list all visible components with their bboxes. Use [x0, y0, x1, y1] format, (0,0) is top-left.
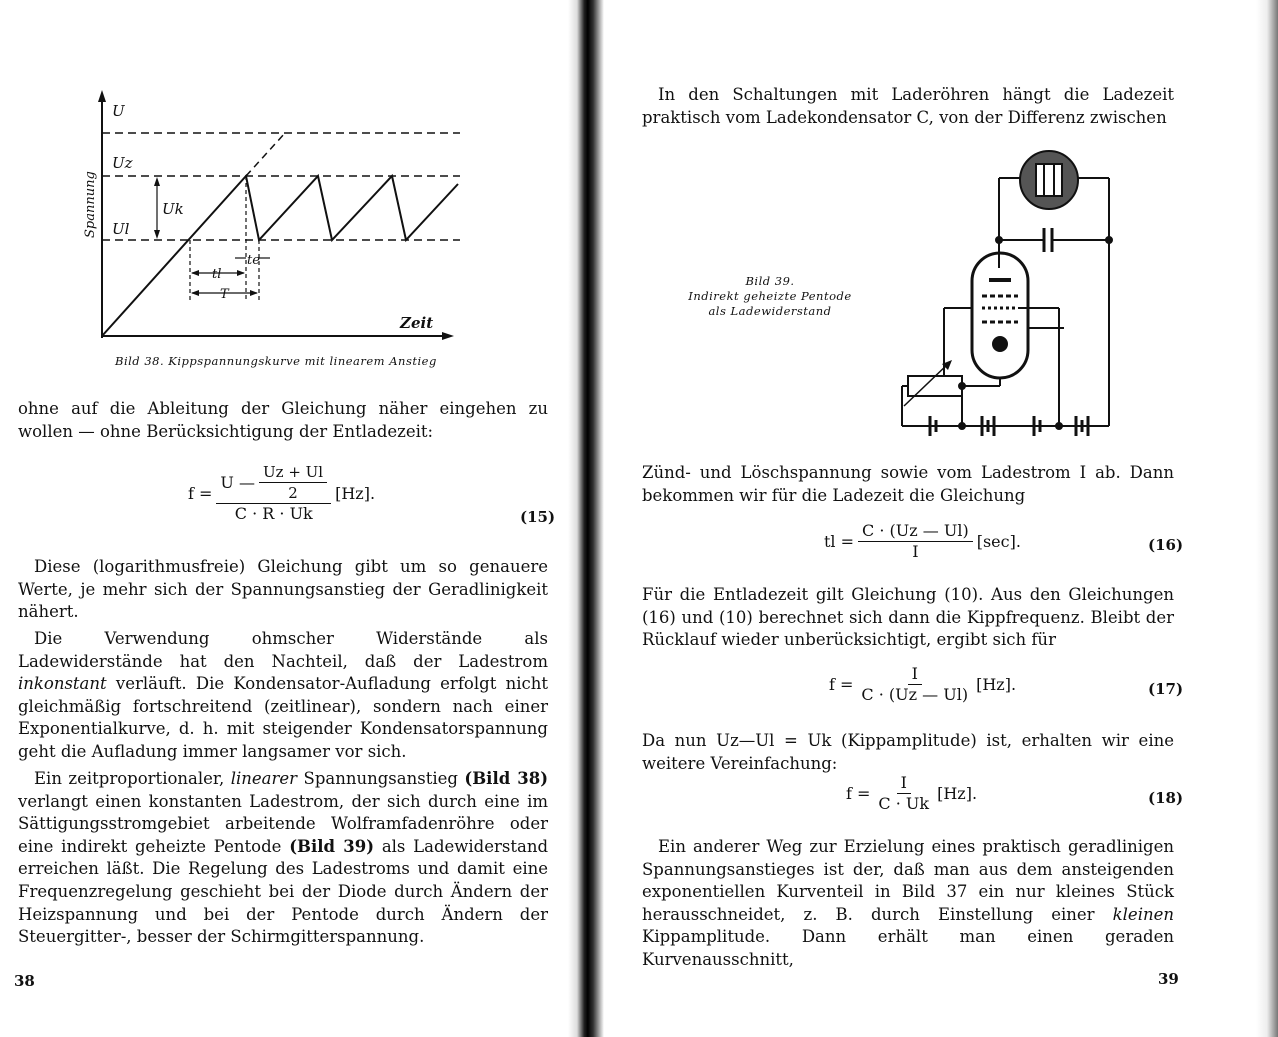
label-T: T — [220, 287, 229, 302]
left-paragraph-3: Die Verwendung ohmscher Widerstände als Ladewiderstände hat den Nachteil, daß der Ladestrom inkonstant verläuft. Die Kondensator-Aufladung erfolgt nicht gleichmäßig fortschreitend (zeitlinear), sondern nach einer Exponentialkurve, d. h. mit steigender Kondensatorspannung geht die Aufladung immer langsamer vor sich. — [18, 629, 548, 761]
label-uz: Uz — [112, 154, 133, 172]
axis-y-side-label: Spannung — [83, 171, 98, 238]
figure-38-sawtooth-chart — [70, 88, 470, 348]
eq15-lhs: f = — [188, 483, 213, 503]
label-te: te — [247, 253, 260, 268]
right-paragraph-3: Für die Entladezeit gilt Gleichung (10). Aus den Gleichungen (16) und (10) berechnet sich dann die Kippfrequenz. Bleibt der Rücklauf wieder unberücksichtigt, ergibt sich für — [642, 585, 1174, 650]
eq15-prefix: U — — [220, 472, 255, 492]
sawtooth-curve — [102, 176, 458, 336]
eq15-number: (15) — [520, 508, 556, 526]
figure-39-caption: Bild 39. Indirekt geheizte Pentode als Ladewiderstand — [688, 274, 852, 318]
eq16-number: (16) — [1148, 536, 1184, 554]
eq18-number: (18) — [1148, 789, 1184, 807]
eq15-unit: [Hz]. — [335, 483, 376, 503]
right-paragraph-1: In den Schaltungen mit Laderöhren hängt die Ladezeit praktisch vom Ladekondensator C, von der Differenz zwischen — [642, 85, 1174, 127]
eq15-inner-den: 2 — [288, 484, 298, 502]
pentode-tube — [972, 253, 1028, 378]
right-paragraph-5: Ein anderer Weg zur Erzielung eines praktisch geradlinigen Spannungsanstieges ist der, daß man aus dem ansteigenden exponentiellen Kurventeil in Bild 37 ein nur kleines Stück herausschneidet, z. B. durch Einstellung einer kleinen Kippamplitude. Dann erhält man einen geraden Kurvenausschnitt, — [642, 837, 1174, 969]
equation-16: tl = $\frac{C \cdot (Uz — Ul)}{I}$ [sec]. — [824, 521, 1021, 561]
left-page — [0, 0, 568, 1037]
page-number-left: 38 — [14, 972, 35, 990]
emphasis-inkonstant: inkonstant — [18, 674, 107, 694]
emphasis-linearer: linearer — [230, 769, 298, 788]
eq15-inner-num: Uz + Ul — [259, 462, 327, 483]
right-page — [604, 0, 1256, 1037]
x-axis-arrow — [442, 332, 454, 340]
page-edge-right — [1256, 0, 1278, 1037]
label-uk: Uk — [162, 200, 184, 218]
figure-38-caption: Bild 38. Kippspannungskurve mit linearem Anstieg — [115, 354, 437, 368]
label-ul: Ul — [112, 220, 130, 238]
eq15-den: C · R · Uk — [234, 504, 313, 523]
book-gutter — [568, 0, 604, 1037]
emphasis-kleinen: kleinen — [1112, 904, 1174, 924]
figure-39-pentode-circuit — [894, 148, 1119, 438]
left-paragraph-1: ohne auf die Ableitung der Gleichung näher eingehen zu wollen — ohne Berücksichtigung der Entladezeit: — [18, 399, 548, 441]
right-paragraph-2: Zünd- und Löschspannung sowie vom Ladestrom I ab. Dann bekommen wir für die Ladezeit die Gleichung — [642, 463, 1174, 505]
equation-15 — [188, 462, 375, 524]
y-axis-arrow — [98, 90, 106, 102]
left-paragraph-2: Diese (logarithmusfreie) Gleichung gibt um so genauere Werte, je mehr sich der Spannungsanstieg der Geradlinigkeit nähert. — [18, 557, 548, 622]
eq17-number: (17) — [1148, 680, 1184, 698]
right-paragraph-4: Da nun Uz—Ul = Uk (Kippamplitude) ist, erhalten wir eine weitere Vereinfachung: — [642, 731, 1174, 773]
page-number-right: 39 — [1158, 970, 1179, 988]
equation-17: f = $\frac{I}{C \cdot (Uz — Ul)}$ [Hz]. — [829, 664, 1017, 704]
axis-x-label: Zeit — [400, 314, 434, 332]
ref-bild-39: (Bild 39) — [289, 836, 375, 856]
rise-extension — [246, 133, 285, 176]
ref-bild-38: (Bild 38) — [464, 769, 548, 788]
equation-18: f = $\frac{I}{C \cdot Uk}$ [Hz]. — [846, 773, 978, 813]
left-paragraph-4: Ein zeitproportionaler, linearer Spannungsanstieg (Bild 38) verlangt einen konstanten Ladestrom, der sich durch eine im Sättigungsstromgebiet arbeitende Wolframfadenröhre oder eine indirekt geheizte Pentode (Bild 39) als Ladewiderstand erreichen läßt. Die Regelung des Ladestroms und damit eine Frequenzregelung geschieht bei der Diode durch Ändern der Heizspannung und bei der Pentode durch Ändern der Steuergitter-, besser der Schirmgitterspannung. — [18, 769, 549, 947]
potentiometer — [908, 376, 962, 396]
axis-y-label: U — [112, 102, 125, 120]
label-tl: tl — [212, 267, 222, 282]
